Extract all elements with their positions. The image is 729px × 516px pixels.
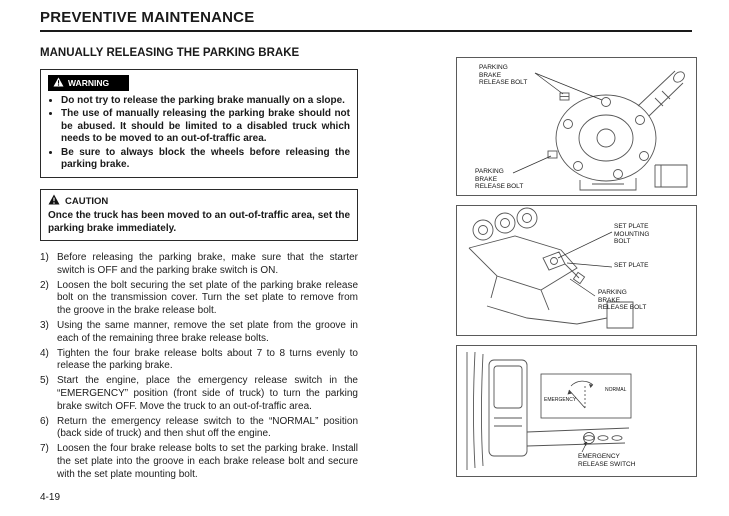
step-text: Loosen the four brake release bolts to set the parking brake. Install the set plate into the groove in each brake release bolt and secure with the set plate mounting bolt.: [57, 443, 358, 480]
figure-set-plate: [456, 205, 697, 336]
caution-text: Once the truck has been moved to an out-of-traffic area, set the parking brake immediately.: [48, 210, 350, 234]
cab-illustration: [457, 346, 696, 476]
warning-item: • Do not try to release the parking brake manually on a slope.: [61, 95, 350, 107]
warning-header-bar: [48, 75, 129, 91]
step-number: 3): [40, 320, 49, 332]
caution-icon: [48, 194, 60, 208]
warning-list: [61, 95, 350, 171]
step-item: [40, 280, 358, 318]
step-number: 4): [40, 347, 49, 359]
emergency-position-label: EMERGENCY: [544, 397, 577, 403]
page-number: 4-19: [40, 492, 61, 503]
step-item: [40, 416, 358, 442]
step-number: 1): [40, 252, 49, 264]
section-title: MANUALLY RELEASING THE PARKING BRAKE: [40, 47, 300, 59]
emergency-release-switch-label: EMERGENCY RELEASE SWITCH: [578, 453, 636, 468]
warning-item: • Be sure to always block the wheels before releasing the parking brake.: [61, 147, 350, 172]
steps-list: [40, 252, 358, 482]
caution-header: [48, 194, 350, 208]
step-number: 2): [40, 279, 49, 291]
step-item: [40, 320, 358, 346]
caution-box: [40, 189, 358, 241]
step-item: [40, 348, 358, 374]
warning-box: [40, 69, 358, 178]
step-item: [40, 252, 358, 278]
header-divider: [40, 30, 692, 32]
step-text: Using the same manner, remove the set plate from the groove in each of the remaining three brake release bolts.: [57, 320, 358, 344]
warning-item: • The use of manually releasing the parking brake should not be abused. It should be limited to a disabled truck which needs to be moved to an out-of-traffic area.: [61, 108, 350, 145]
step-text: Return the emergency release switch to the “NORMAL” position (back side of truck) and then shut off the engine.: [57, 415, 358, 440]
step-text: Before releasing the parking brake, make sure that the starter switch is OFF and the parking brake switch is ON.: [57, 252, 358, 276]
parking-brake-release-bolt-label-top: PARKING BRAKE RELEASE BOLT: [479, 64, 528, 87]
set-plate-label: SET PLATE: [614, 262, 649, 269]
figures-column: [456, 57, 697, 477]
step-text: Loosen the bolt securing the set plate of the parking brake release bolt on the transmission cover. Turn the set plate to remove from the groove in the brake release bolt.: [57, 279, 358, 317]
step-item: [40, 375, 358, 413]
text-column: [40, 46, 358, 484]
step-text: Tighten the four brake release bolts about 7 to 8 turns evenly to release the parking brake.: [57, 347, 358, 372]
figure-emergency-switch: [456, 345, 697, 477]
step-number: 6): [40, 415, 49, 427]
warning-icon: [53, 77, 64, 89]
step-item: [40, 443, 358, 481]
warning-label: WARNING: [68, 77, 110, 88]
page-title: PREVENTIVE MAINTENANCE: [40, 9, 255, 26]
parking-brake-release-bolt-label: PARKING BRAKE RELEASE BOLT: [598, 289, 647, 312]
caution-label: CAUTION: [65, 195, 109, 207]
normal-position-label: NORMAL: [605, 387, 627, 393]
set-plate-mounting-bolt-label: SET PLATE MOUNTING BOLT: [614, 223, 650, 246]
parking-brake-release-bolt-label-bottom: PARKING BRAKE RELEASE BOLT: [475, 168, 524, 191]
figure-parking-brake-bolts: [456, 57, 697, 196]
step-text: Start the engine, place the emergency release switch in the “EMERGENCY” position (front side of truck) to turn the parking brake switch OFF. Move the truck to an out-of-traffic area.: [57, 375, 358, 412]
step-number: 7): [40, 443, 49, 455]
step-number: 5): [40, 375, 49, 387]
